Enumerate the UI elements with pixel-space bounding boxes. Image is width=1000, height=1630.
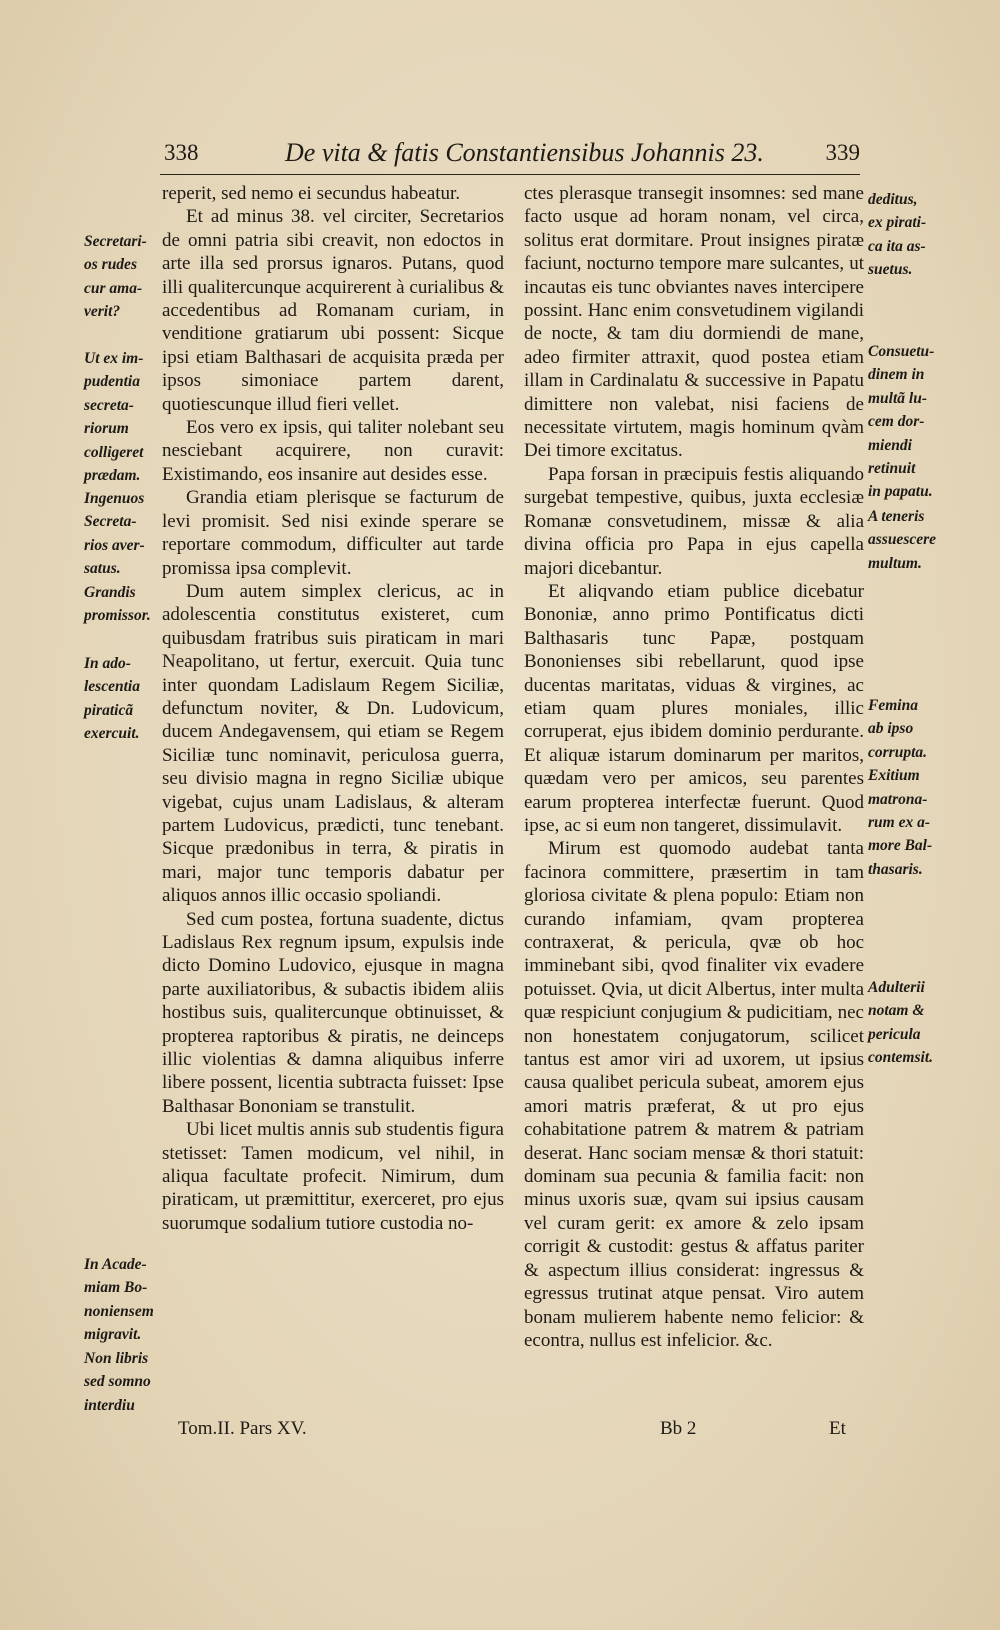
margin-note-right-5: Adulterii notam & pericula contemsit. <box>868 979 934 1067</box>
margin-note-right-1: deditus, ex pirati- ca ita as- suetus. <box>868 191 927 279</box>
margin-note-right-3: A teneris assuescere multum. <box>868 508 937 572</box>
page-number-right: 339 <box>825 140 860 165</box>
paragraph: Papa forsan in præcipuis festis aliquando surgebat tempestive, quibus, juxta ecclesiæ Romanæ consvetudinem, missæ & alia divina officia pro Papa in ejus capella majori dicebantur. <box>524 463 864 579</box>
margin-note-left-4: Grandis promissor. <box>84 584 151 625</box>
catchword: Et <box>829 1418 846 1439</box>
paragraph: Grandia etiam plerisque se facturum de levi promisit. Sed nisi exinde sperare se reportare commodum, difficulter aut tarde promissa ipsa complevit. <box>162 487 504 579</box>
signature-mark: Bb 2 <box>660 1418 697 1439</box>
page-number-left: 338 <box>164 140 199 165</box>
paragraph: reperit, sed nemo ei secundus habeatur. <box>162 183 461 204</box>
paragraph: Et aliqvando etiam publice dicebatur Bononiæ, anno primo Pontificatus dicti Balthasaris tunc Papæ, postquam Bononienses sibi rebellarunt, quod ipse ducentas maritatas, viduas & virgines, ac etiam quam plures moniales, illic corruperat, ejus ibidem dominio perdurante. Et aliquæ istarum dominarum per maritos, quædam vero per amicos, seu parentes earum propterea interfectæ fuerunt. Quod ipse, ac si eum non tangeret, dissimulavit. <box>524 580 864 836</box>
margin-note-left-6: In Acade- miam Bo- noniensem migravit. <box>84 1256 154 1344</box>
paragraph: Et ad minus 38. vel circiter, Secretarios de omni patria sibi creavit, non edoctos in arte illa sed prorsus ignaros. Putans, quod illi qualitercunque acquirerent à curialibus & accedentibus ad Romanam curiam, in venditione gratiarum ubi possent: Sicque ipsi etiam Balthasari de acquisita præda per ipsos simoniace partem darent, quotiescunque illud fieri vellet. <box>162 206 504 415</box>
paragraph: ctes plerasque transegit insomnes: sed mane facto usque ad horam nonam, vel circa, solitus erat dormitare. Prout insignes piratæ faciunt, nocturno tempore mare sulcantes, ut incautas eis tunc obviantes naves intercipere possint. Hanc enim consvetudinem vigilandi de nocte, & tam diu dormiendi de mane, adeo firmiter attraxit, quod postea etiam illam in Cardinalatu & successive in Papatu dimittere non valebat, nisi faciens de necessitate virtutem, magis hominum qvàm Dei timore excitatus. <box>524 183 864 462</box>
margin-note-left-5: In ado- lescentia piraticã exercuit. <box>84 655 140 743</box>
paragraph: Dum autem simplex clericus, ac in adolescentia constitutus existeret, cum quibusdam fratribus suis piraticam in mari Neapolitano, ut fertur, exercuit. Quia tunc inter quondam Ladislaum Regem Siciliæ, defunctum noviter, & Dn. Ludovicum, ducem Andegavensem, qui etiam se Regem Siciliæ tunc nominavit, periculosa guerra, seu divisio magna in regno Siciliæ ubique vigebat, cujus unam Ladislaus, & alteram partem Ludovicus, prædicti, tunc tenebant. Sicque prædonibus in terra, & piratis in mari, major tunc temporis dabatur per aliquos annos illic occasio spoliandi. <box>162 580 504 907</box>
margin-note-left-3: Ingenuos Secreta- rios aver- satus. <box>84 490 145 578</box>
running-header <box>160 138 860 175</box>
volume-line: Tom.II. Pars XV. <box>178 1418 307 1439</box>
margin-note-left-2: Ut ex im- pudentia secreta- riorum colligeret prædam. <box>84 350 144 485</box>
paragraph: Ubi licet multis annis sub studentis figura stetisset: Tamen modicum, vel nihil, in aliqua facultate profecit. Nimirum, dum piraticam, ut præmittitur, exerceret, pro ejus suorumque sodalium tutiore custodia no- <box>162 1119 504 1234</box>
right-text-column <box>524 182 864 1352</box>
margin-note-left-7: Non libris sed somno interdiu <box>84 1350 151 1414</box>
left-text-column <box>162 182 504 1235</box>
paragraph: Mirum est quomodo audebat tanta facinora committere, præsertim in tam gloriosa civitate & plena populo: Etiam non curando infamiam, qvam propterea contraxerat, & pericula, qvæ ob hoc imminebant sibi, qvod finaliter vix evadere potuisset. Qvia, ut dicit Albertus, inter multa quæ respiciunt conjugium & pudicitiam, nec non honestatem conjugatorum, scilicet tantus est amor viri ad uxorem, ut ipsius causa qualibet pericula subeat, amorem ejus amori matris præferat, & ut pro ejus cohabitatione patrem & matrem & patriam deserat. Hanc sociam mensæ & thori statuit: dominam sua pecunia & familia facit: non minus uxoris suæ, qvam sui ipsius causam vel curam gerit: ex amore & zelo ipsam corrigit & custodit: gestus & affatus pariter & aspectum illius considerat: ingressus & egressus trutinat atque pensat. Viro autem bonam mulierem habente nemo felicior: & econtra, nullus est infelicior. &c. <box>524 838 864 1351</box>
margin-note-right-2: Consuetu- dinem in multã lu- cem dor- miendi retinuit in papatu. <box>868 343 935 501</box>
margin-note-right-4: Femina ab ipso corrupta. Exitium matrona- rum ex a- more Bal- thasaris. <box>868 697 933 878</box>
paragraph: Eos vero ex ipsis, qui taliter nolebant seu nesciebant acquirere, non curavit: Existimando, eos insanire aut desides esse. <box>162 417 504 485</box>
paragraph: Sed cum postea, fortuna suadente, dictus Ladislaus Rex regnum ipsum, expulsis inde dicto Domino Ludovico, ejusque in magna parte auxiliatoribus, & subactis ibidem aliis hostibus suis, qualitercunque obtinuisset, & propterea raptoribus & piratis, ne deinceps illic violentias & damna aliquibus inferre libere possent, licentia subtracta fuisset: Ipse Balthasar Bononiam se transtulit. <box>162 908 504 1117</box>
running-title: De vita & fatis Constantiensibus Johannis 23. <box>285 138 764 167</box>
margin-note-left-1: Secretari- os rudes cur ama- verit? <box>84 233 147 321</box>
